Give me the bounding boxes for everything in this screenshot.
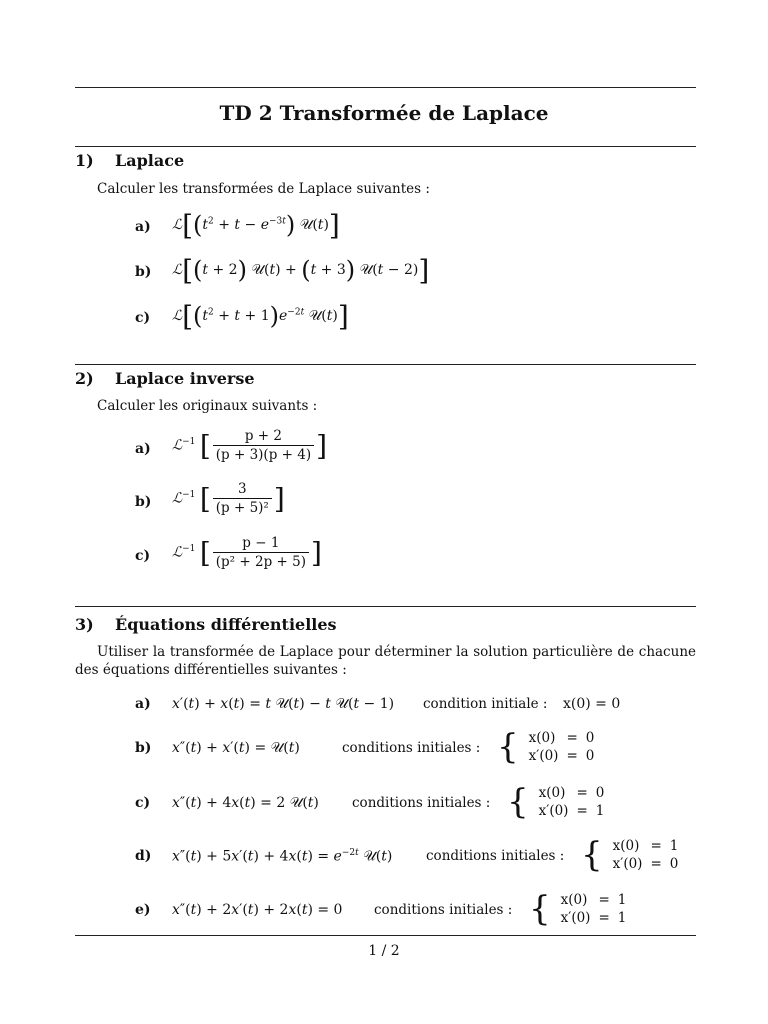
s1-item-c-formula: $ℒ[(t^2 + t + 1)e^{-2t}$ 𝒰(t)] [172,300,349,333]
s2-item-a-label: a) [135,441,151,457]
s3-item-e-label: e) [135,902,151,918]
s1-item-b-formula: ℒ[(t + 2) 𝒰(t) + (t + 3) 𝒰(t − 2)] [172,254,430,287]
section-1-intro: Calculer les transformées de Laplace suivantes : [97,181,430,197]
section-3-intro: Utiliser la transformée de Laplace pour déterminer la solution particulière de chacune des équations différentielles suivantes : [75,644,696,678]
s2-item-b-formula: ℒ$^{-1}$ [ $\frac{3}{\text{(p + 5)²}}$ ] [172,481,285,516]
section-3-rule [75,606,696,607]
s2-c-numerator: p − 1 [242,535,280,551]
s1-item-a-label: a) [135,219,151,235]
section-1-rule [75,146,696,147]
s2-b-numerator: 3 [238,481,247,497]
s3-a-condition-label: condition initiale : [423,696,548,712]
s3-item-d-label: d) [135,848,152,864]
section-3-heading [75,615,337,634]
s2-item-a-formula: ℒ$^{-1}$ [ $\frac{p + 2}{(p + 3)(p + 4)}$ ] [172,428,328,463]
s3-b-condition-label: conditions initiales : [342,740,481,756]
section-2-heading [75,369,255,388]
section-1-heading [75,151,184,170]
s3-e-initial-system: { x(0) = 1 x′(0) = 1 [529,889,627,929]
s3-d-initial-system: { x(0) = 1 x′(0) = 0 [581,835,679,875]
section-1-number: 1) [75,151,94,170]
s2-c-denominator: (p² + 2p + 5) [213,552,309,570]
s2-item-b-label: b) [135,494,152,510]
s2-a-denominator: (p + 3)(p + 4) [213,445,314,463]
s3-e-condition-label: conditions initiales : [374,902,513,918]
top-rule [75,87,696,88]
s3-c-condition-label: conditions initiales : [352,795,491,811]
s2-a-numerator: p + 2 [244,428,282,444]
page-title: TD 2 Transformée de Laplace [219,101,549,125]
s3-item-b-label: b) [135,740,152,756]
footer-rule [75,935,696,936]
s3-item-d-equation: $x''(t) + 5x'(t) + 4x(t) = e^{-2t}$ 𝒰(t) [172,848,393,865]
section-3-title: Équations différentielles [115,615,337,634]
s3-b-initial-system: { x(0) = 0 x′(0) = 0 [497,727,595,767]
s1-item-a-formula: $ℒ[(t^2 + t - e^{-3t})$ 𝒰(t)] [172,209,340,242]
section-3-number: 3) [75,615,94,634]
s3-item-c-label: c) [135,795,151,811]
s3-item-b-equation: x″(t) + x′(t) = 𝒰(t) [172,740,300,756]
s3-a-initial-value: x(0) = 0 [563,696,621,712]
section-2-intro: Calculer les originaux suivants : [97,398,318,414]
section-2-rule [75,364,696,365]
section-2-title: Laplace inverse [115,369,255,388]
s3-item-e-equation: x″(t) + 2x′(t) + 2x(t) = 0 [172,902,343,918]
s3-item-c-equation: x″(t) + 4x(t) = 2 𝒰(t) [172,795,319,811]
s3-item-a-label: a) [135,696,151,712]
section-1-title: Laplace [115,151,185,170]
s3-c-initial-system: { x(0) = 0 x′(0) = 1 [507,782,605,822]
s1-item-c-label: c) [135,310,151,326]
s2-b-denominator: (p + 5)² [213,498,272,516]
s3-item-a-equation: x′(t) + x(t) = t 𝒰(t) − t 𝒰(t − 1) [172,696,395,712]
s2-item-c-formula: ℒ$^{-1}$ [ $\frac{p - 1}{\text{(p² + 2p + 5)}}$ ] [172,535,322,570]
s2-item-c-label: c) [135,548,151,564]
page-number: 1 / 2 [368,943,400,959]
section-2-number: 2) [75,369,94,388]
s3-d-condition-label: conditions initiales : [426,848,565,864]
s1-item-b-label: b) [135,264,152,280]
